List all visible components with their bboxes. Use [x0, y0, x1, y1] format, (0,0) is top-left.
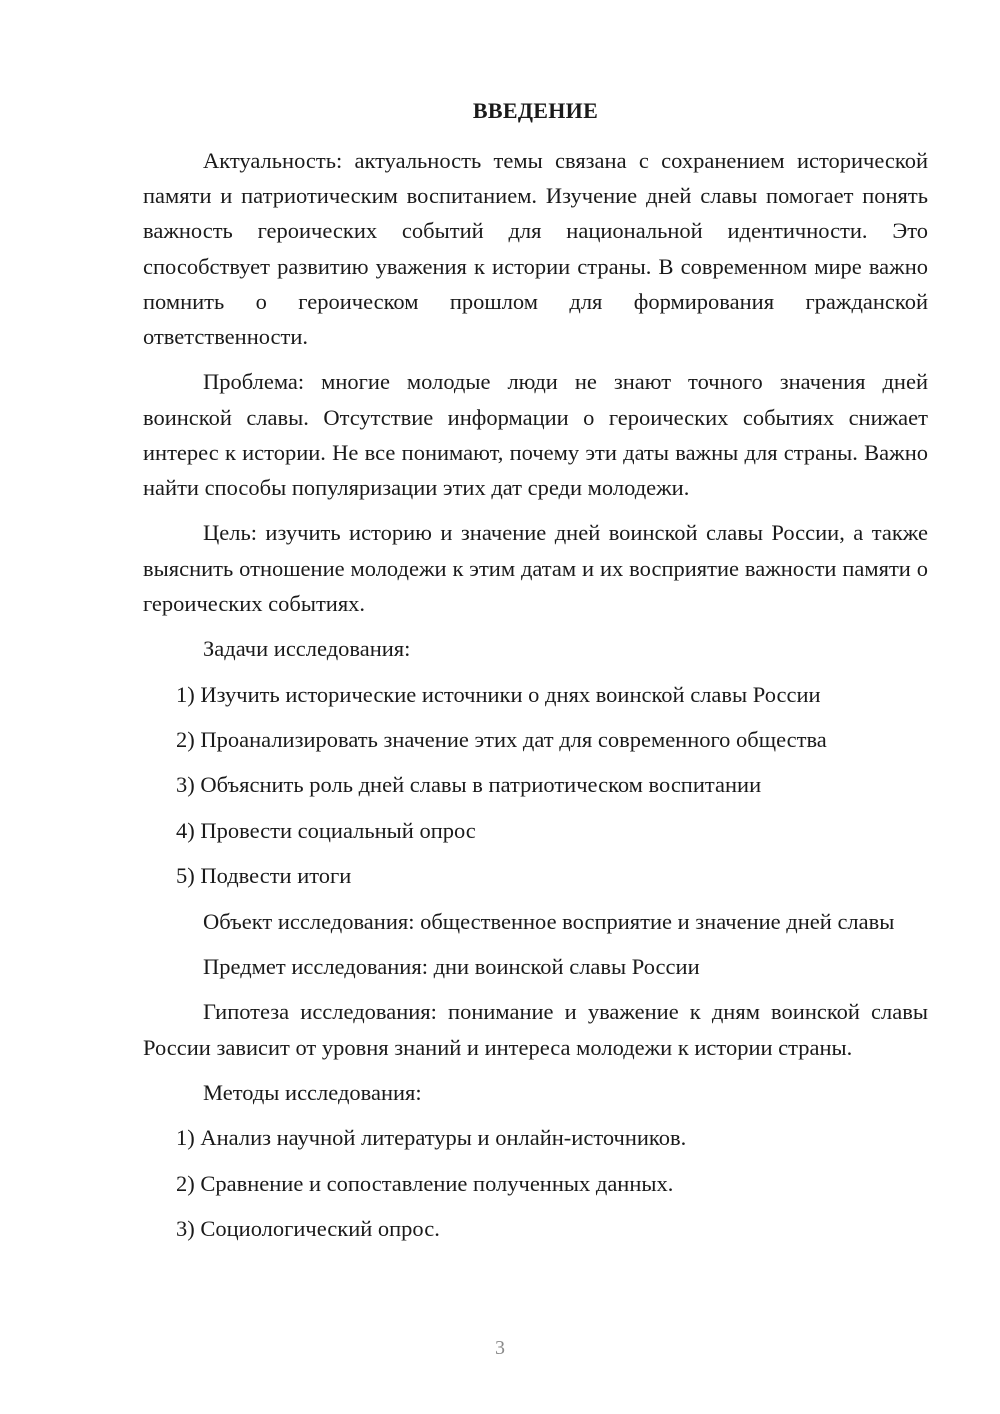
document-body	[143, 143, 928, 1256]
task-item: 5) Подвести итоги	[176, 863, 352, 889]
page-number: 3	[495, 1337, 505, 1359]
object-paragraph: Объект исследования: общественное восприятие и значение дней славы	[203, 908, 895, 934]
problem-paragraph: Проблема: многие молодые люди не знают точного значения дней воинской славы. Отсутствие информации о героических событиях снижает интерес к истории. Не все понимают, почему эти даты важны для страны. Важно найти способы популяризации этих дат среди молодежи.	[143, 369, 928, 501]
method-item: 3) Социологический опрос.	[176, 1216, 440, 1242]
method-item: 1) Анализ научной литературы и онлайн-источников.	[176, 1125, 687, 1151]
task-item: 4) Провести социальный опрос	[176, 817, 476, 843]
relevance-paragraph: Актуальность: актуальность темы связана с сохранением исторической памяти и патриотическим воспитанием. Изучение дней славы помогает понять важность героических событий для национальной идентичности. Это способствует развитию уважения к истории страны. В современном мире важно помнить о героическом прошлом для формирования гражданской ответственности.	[143, 148, 928, 350]
task-item: 3) Объяснить роль дней славы в патриотическом воспитании	[176, 772, 762, 798]
methods-title: Методы исследования:	[203, 1079, 422, 1105]
tasks-title: Задачи исследования:	[203, 636, 411, 662]
hypothesis-paragraph: Гипотеза исследования: понимание и уважение к дням воинской славы России зависит от уровня знаний и интереса молодежи к истории страны.	[143, 999, 928, 1060]
section-heading: ВВЕДЕНИЕ	[472, 98, 599, 123]
task-item: 1) Изучить исторические источники о днях воинской славы России	[176, 681, 821, 707]
subject-paragraph: Предмет исследования: дни воинской славы России	[203, 953, 700, 979]
method-item: 2) Сравнение и сопоставление полученных данных.	[176, 1170, 674, 1196]
goal-paragraph: Цель: изучить историю и значение дней воинской славы России, а также выяснить отношение молодежи к этим датам и их восприятие важности памяти о героических событиях.	[143, 520, 928, 616]
task-item: 2) Проанализировать значение этих дат для современного общества	[176, 726, 827, 752]
